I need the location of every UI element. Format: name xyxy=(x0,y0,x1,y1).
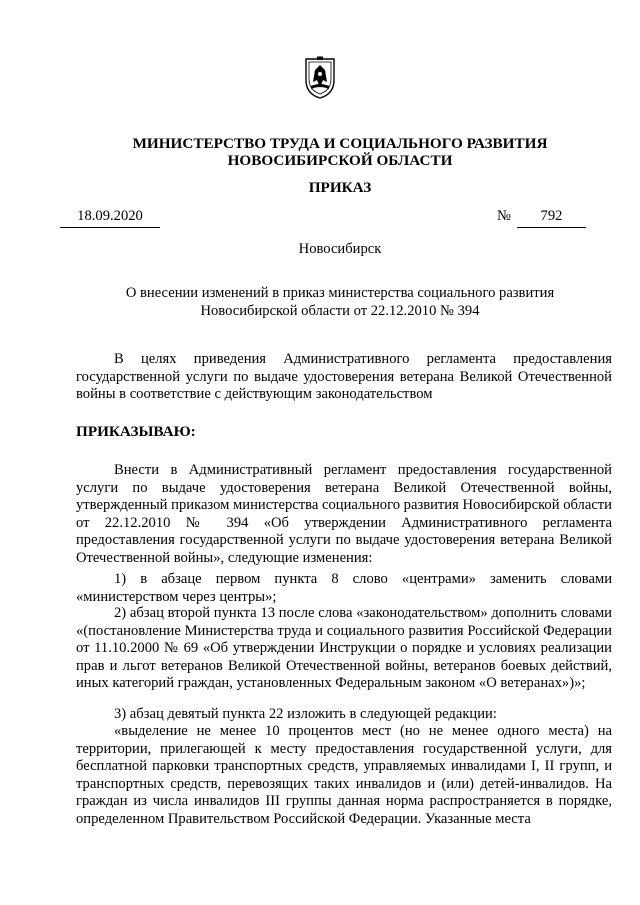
intro-paragraph: Внести в Административный регламент предоставления государственной услуги по выдаче удостоверения ветерана Великой Отечественной войны, утвержденный приказом министерства социального развития Новосибирской области от 22.12.2010 № 394 «Об утверждении Административного регламента предоставления государственной услуги по выдаче удостоверения ветерана Великой Отечественной войны», следующие изменения: xyxy=(76,462,612,566)
order-number: 792 xyxy=(517,208,586,228)
order-date: 18.09.2020 xyxy=(60,208,160,228)
amendment-item-3-text: «выделение не менее 10 процентов мест (но не менее одного места) на территории, прилегающей к месту предоставления государственной услуги, для бесплатной парковки транспортных средств, управляемых инвалидами I, II групп, и транспортных средств, перевозящих таких инвалидов и (или) детей-инвалидов. На граждан из числа инвалидов III группы данная норма распространяется в порядке, определенном Правительством Российской Федерации. Указанные места xyxy=(76,723,612,827)
number-label: № xyxy=(497,208,511,224)
amendment-item-3: 3) абзац девятый пункта 22 изложить в следующей редакции: xyxy=(114,706,497,722)
amendment-item-2: 2) абзац второй пункта 13 после слова «законодательством» дополнить словами «(постановление Министерства труда и социального развития Российской Федерации от 11.10.2000 № 69 «Об утверждении Инструкции о порядке и условиях реализации прав и льгот ветеранов Великой Отечественной войны, ветеранов боевых действий, иных категорий граждан, установленных Федеральным законом «О ветеранах»)»; xyxy=(76,605,612,691)
coat-of-arms-emblem xyxy=(300,56,340,100)
city: Новосибирск xyxy=(298,241,382,257)
ministry-name-line1: МИНИСТЕРСТВО ТРУДА И СОЦИАЛЬНОГО РАЗВИТИЯ xyxy=(132,135,548,152)
document-type: ПРИКАЗ xyxy=(308,179,372,196)
preamble-paragraph: В целях приведения Административного регламента предоставления государственной услуги по выдаче удостоверения ветерана Великой Отечественной войны в соответствие с действующим законодательством xyxy=(76,351,612,402)
amendment-item-1: 1) в абзаце первом пункта 8 слово «центрами» заменить словами «министерством через центры»; xyxy=(76,571,612,605)
decree-heading: ПРИКАЗЫВАЮ: xyxy=(76,423,196,440)
ministry-name-line2: НОВОСИБИРСКОЙ ОБЛАСТИ xyxy=(227,152,453,169)
order-subject: О внесении изменений в приказ министерства социального развития Новосибирской области от 22.12.2010 № 394 xyxy=(125,285,555,319)
ministry-name xyxy=(60,135,620,169)
